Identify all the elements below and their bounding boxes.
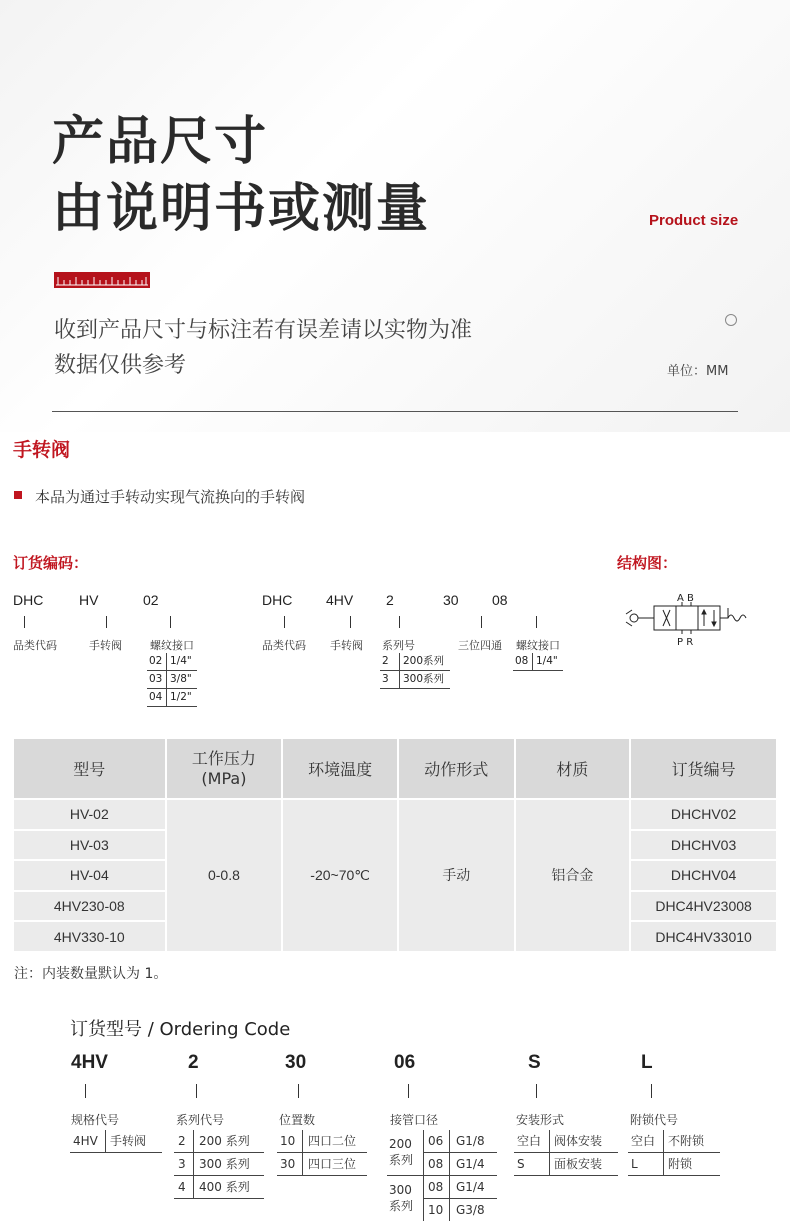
option-row: 02 1/4" [147,653,197,671]
col-material: 材质 [515,738,631,799]
tick [536,616,537,628]
product-size-label: Product size [649,212,739,229]
ruler-icon [54,272,150,288]
oc-spec-options [70,1130,162,1153]
tick [298,1084,299,1098]
option-row: 2 200 系列 [174,1130,264,1153]
option-row: 04 1/2" [147,689,197,707]
option-row: 4HV 手转阀 [70,1130,162,1153]
code2-part-2: 2 [386,592,394,608]
cell-order-code: DHCHV04 [630,860,777,891]
code1-part-hv: HV [79,592,99,608]
code2-part-4hv: 4HV [326,592,354,608]
oc-code-mount: S [528,1052,541,1073]
option-row: 03 3/8" [147,671,197,689]
col-action: 动作形式 [398,738,515,799]
table-header-row [13,738,777,799]
oc-code-port: 06 [394,1052,416,1073]
cell-model: 4HV230-08 [13,891,166,922]
oc-label-position: 位置数 [279,1113,316,1127]
option-row: 4 400 系列 [174,1176,264,1199]
col-pressure: 工作压力 (MPa) [166,738,283,799]
valve-symbol-diagram [622,592,750,652]
code2-part-dhc: DHC [262,592,293,608]
oc-code-spec: 4HV [71,1052,108,1073]
option-row: 10 四口二位 [277,1130,367,1153]
option-row: 空白 不附锁 [628,1130,720,1153]
cell-action: 手动 [398,799,515,952]
cell-order-code: DHCHV03 [630,830,777,861]
tick [536,1084,537,1098]
order-code-label: 订货编码： [13,554,89,572]
option-row: 06 G1/8 [424,1130,497,1153]
col-order-code: 订货编号 [630,738,777,799]
cell-model: HV-03 [13,830,166,861]
oc-code-position: 30 [285,1052,307,1073]
option-row: 3 300系列 [380,671,450,689]
cell-pressure: 0-0.8 [166,799,283,952]
code2-series-options [380,653,450,689]
oc-port-200 [387,1130,497,1176]
option-row: 空白 阀体安装 [514,1130,618,1153]
tick [24,616,25,628]
hero-subtitle-line1: 收到产品尺寸与标注若有误差请以实物为准 [54,318,473,343]
code2-label-thread: 螺纹接口 [516,639,560,652]
oc-port-200-rows [423,1130,497,1176]
section-description: 本品为通过手转动实现气流换向的手转阀 [35,488,306,506]
code2-part-08: 08 [492,592,508,608]
tick [399,616,400,628]
option-row: 2 200系列 [380,653,450,671]
structure-label: 结构图： [617,554,678,572]
bullet-icon [14,491,22,499]
oc-port-300-rows [423,1176,497,1221]
oc-label-series: 系列代号 [176,1113,225,1127]
ports-top-label: A B [677,593,694,604]
quantity-note: 注：内装数量默认为 1。 [14,966,168,982]
tick [196,1084,197,1098]
col-model: 型号 [13,738,166,799]
option-row: 08 1/4" [513,653,563,671]
cell-temperature: -20~70℃ [282,799,398,952]
tick [284,616,285,628]
option-row: 10 G3/8 [424,1199,497,1221]
oc-port-300 [387,1176,497,1222]
option-row: 30 四口三位 [277,1153,367,1176]
cell-model: HV-02 [13,799,166,830]
ordering-code-title: 订货型号 / Ordering Code [70,1019,291,1040]
code1-label-valve: 手转阀 [89,639,122,652]
tick [350,616,351,628]
tick [106,616,107,628]
tick [408,1084,409,1098]
oc-label-lock: 附锁代号 [630,1113,679,1127]
tick [85,1084,86,1098]
ports-bottom-label: P R [677,637,694,648]
hero-subtitle-line2: 数据仅供参考 [54,353,187,378]
tick [170,616,171,628]
code2-label-type: 三位四通 [458,639,502,652]
code2-thread-options [513,653,563,671]
option-row: L 附锁 [628,1153,720,1176]
code1-label-category: 品类代码 [13,639,57,652]
code1-thread-options [147,653,197,707]
cell-order-code: DHCHV02 [630,799,777,830]
oc-port-200-label: 200 系列 [389,1137,414,1167]
code2-label-category: 品类代码 [262,639,306,652]
oc-code-series: 2 [188,1052,199,1073]
option-row: 3 300 系列 [174,1153,264,1176]
cell-model: 4HV330-10 [13,921,166,952]
oc-label-spec: 规格代号 [71,1113,120,1127]
unit-label: 单位：MM [667,364,729,379]
section-title: 手转阀 [13,439,71,461]
table-row [13,799,777,830]
code2-label-valve: 手转阀 [330,639,363,652]
cell-order-code: DHC4HV23008 [630,891,777,922]
cell-model: HV-04 [13,860,166,891]
oc-label-mount: 安装形式 [516,1113,565,1127]
oc-series-options [174,1130,264,1199]
tick [481,616,482,628]
hero-title-line2: 由说明书或测量 [52,179,431,239]
code1-label-thread: 螺纹接口 [150,639,194,652]
option-row: 08 G1/4 [424,1153,497,1176]
option-row: S 面板安装 [514,1153,618,1176]
cell-material: 铝合金 [515,799,631,952]
tick [651,1084,652,1098]
code2-label-series: 系列号 [382,639,415,652]
oc-port-300-label: 300 系列 [389,1183,414,1213]
oc-label-port: 接管口径 [390,1113,439,1127]
code1-part-02: 02 [143,592,159,608]
code1-part-dhc: DHC [13,592,44,608]
col-temperature: 环境温度 [282,738,398,799]
spec-table [12,737,778,953]
divider [52,411,738,412]
code2-part-30: 30 [443,592,459,608]
oc-lock-options [628,1130,720,1176]
hero-title-line1: 产品尺寸 [52,112,269,172]
oc-code-lock: L [641,1052,653,1073]
oc-mount-options [514,1130,618,1176]
option-row: 08 G1/4 [424,1176,497,1199]
cell-order-code: DHC4HV33010 [630,921,777,952]
circle-icon [725,314,737,326]
oc-position-options [277,1130,367,1176]
